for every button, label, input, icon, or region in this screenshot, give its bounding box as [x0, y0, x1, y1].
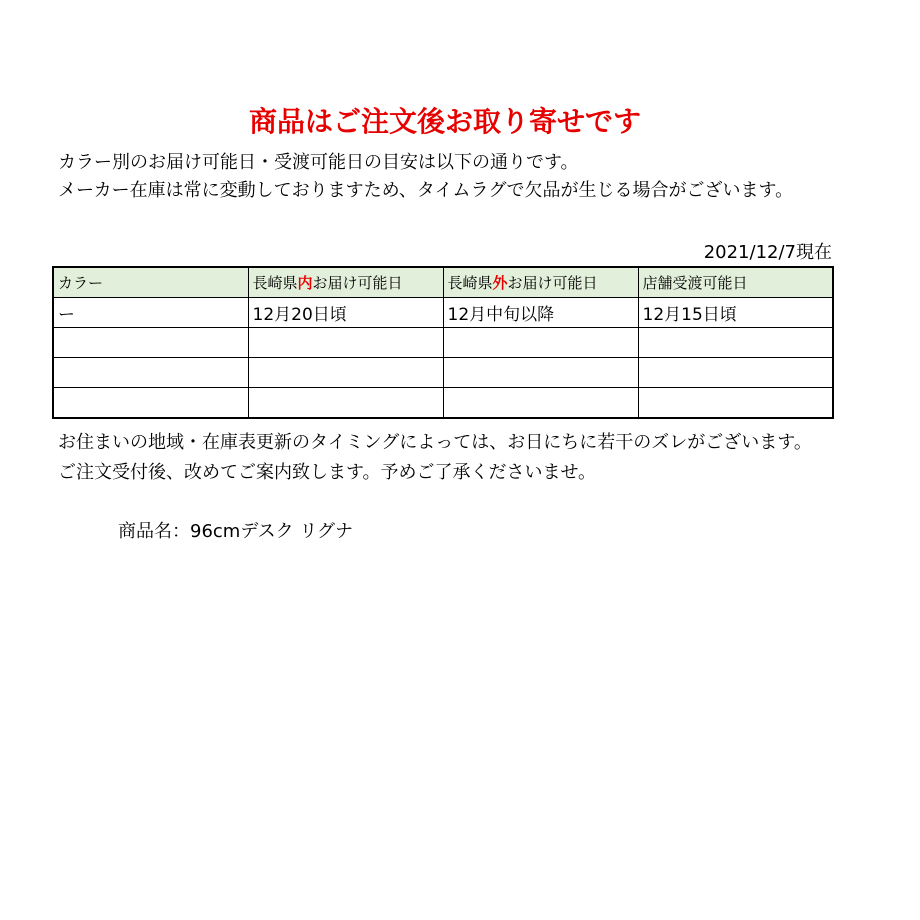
cell-store-date: 12月15日頃: [638, 298, 833, 328]
cell-color: ー: [53, 298, 248, 328]
header-inside-delivery: [248, 267, 443, 298]
intro-line-2: メーカー在庫は常に変動しておりますため、タイムラグで欠品が生じる場合がございます。: [58, 180, 794, 201]
header-outside-suffix: お届け可能日: [507, 274, 598, 292]
cell-store-date: [638, 328, 833, 358]
cell-store-date: [638, 358, 833, 388]
cell-color: [53, 328, 248, 358]
header-store-pickup: 店舗受渡可能日: [638, 267, 833, 298]
intro-line-1: カラー別のお届け可能日・受渡可能日の目安は以下の通りです。: [58, 152, 579, 173]
header-inside-suffix: お届け可能日: [312, 274, 403, 292]
cell-inside-date: [248, 388, 443, 419]
header-outside-mark: 外: [492, 274, 508, 292]
table-row: [53, 298, 833, 328]
cell-color: [53, 388, 248, 419]
note-line-2: ご注文受付後、改めてご案内致します。予めご了承くださいませ。: [58, 462, 597, 483]
table-header-row: [53, 267, 833, 298]
cell-outside-date: [443, 388, 638, 419]
availability-table: [52, 266, 834, 419]
cell-outside-date: [443, 358, 638, 388]
header-inside-mark: 内: [297, 274, 313, 292]
cell-inside-date: [248, 358, 443, 388]
header-outside-delivery: [443, 267, 638, 298]
cell-outside-date: [443, 328, 638, 358]
cell-outside-date: 12月中旬以降: [443, 298, 638, 328]
product-name: 商品名：96cmデスク リグナ: [118, 521, 353, 542]
header-inside-prefix: 長崎県: [252, 274, 298, 292]
as-of-date: 2021/12/7現在: [703, 242, 832, 263]
cell-store-date: [638, 388, 833, 419]
cell-color: [53, 358, 248, 388]
header-outside-prefix: 長崎県: [447, 274, 493, 292]
cell-inside-date: 12月20日頃: [248, 298, 443, 328]
page-title: 商品はご注文後お取り寄せです: [248, 105, 641, 138]
header-color: カラー: [53, 267, 248, 298]
table-row: [53, 388, 833, 419]
table-row: [53, 358, 833, 388]
cell-inside-date: [248, 328, 443, 358]
table-row: [53, 328, 833, 358]
note-line-1: お住まいの地域・在庫表更新のタイミングによっては、お日にちに若干のズレがございます。: [58, 432, 812, 453]
